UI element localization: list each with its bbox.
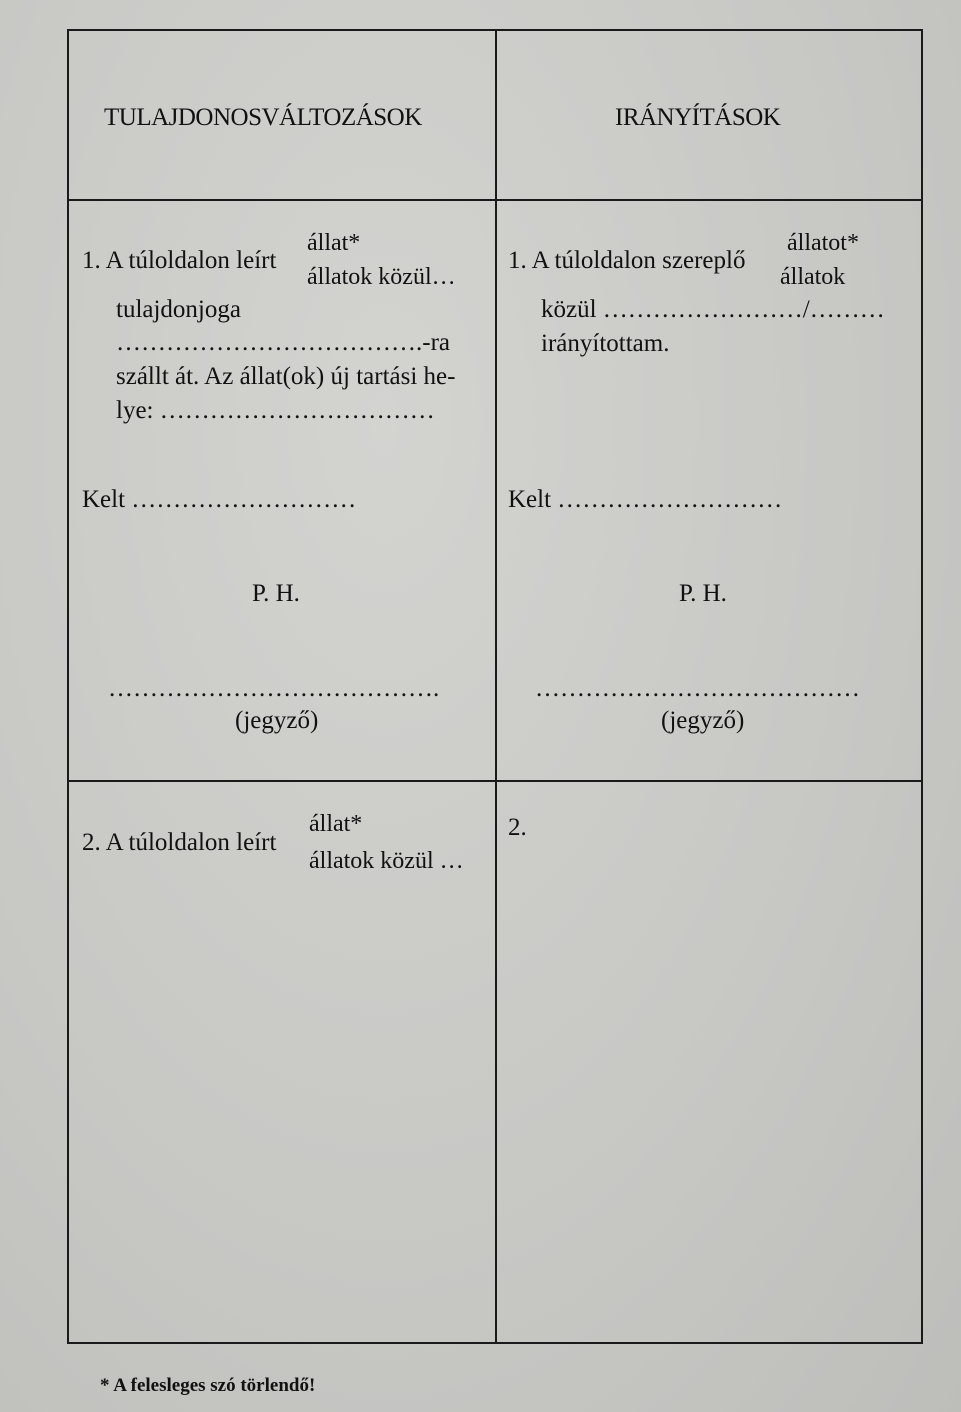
left-s1-line3: ……………………………….-ra [116,329,450,356]
header-iranyitasok: IRÁNYÍTÁSOK [615,104,781,131]
right-s1-line3: irányítottam. [541,330,670,357]
header-divider [69,199,921,201]
left-s1-signature-line: …………………………………. [108,675,440,702]
left-s1-signature-label: (jegyző) [235,707,319,734]
left-s1-kelt: Kelt ……………………… [82,486,357,513]
left-s2-alt-bottom: állatok közül … [309,848,464,874]
right-s1-kelt: Kelt ……………………… [508,486,783,513]
footnote: * A felesleges szó törlendő! [100,1375,316,1396]
left-s2-alt-top: állat* [309,811,363,837]
right-s1-line2: közül ……………………/……… [541,296,885,323]
left-s1-line5: lye: …………………………… [116,397,435,424]
left-s1-alt-top: állat* [307,230,361,256]
column-divider [495,31,497,1342]
right-s1-signature-line: ………………………………… [535,675,860,702]
right-s1-alt-top: állatot* [787,230,859,256]
left-s1-ph: P. H. [252,580,300,607]
right-s1-alt-bottom: állatok [780,264,846,290]
right-s1-line1: 1. A túloldalon szereplő [508,247,746,274]
left-s1-line2: tulajdonjoga [116,296,241,323]
left-s1-alt-bottom: állatok közül… [307,264,456,290]
section-divider [69,780,921,782]
left-s1-line4: szállt át. Az állat(ok) új tartási he- [116,363,456,390]
left-s2-line1: 2. A túloldalon leírt [82,829,277,856]
right-s1-ph: P. H. [679,580,727,607]
right-s2-line1: 2. [508,814,527,841]
left-s1-line1: 1. A túloldalon leírt [82,247,277,274]
header-tulajdonosvaltozasok: TULAJDONOSVÁLTOZÁSOK [104,104,422,131]
right-s1-signature-label: (jegyző) [661,707,745,734]
